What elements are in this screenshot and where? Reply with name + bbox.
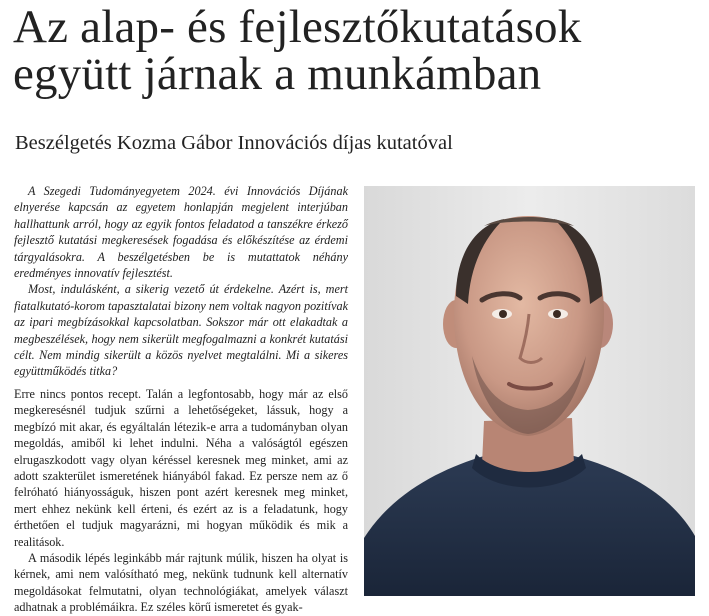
intro-paragraph: A Szegedi Tudományegyetem 2024. évi Innovációs Díjának elnyerése kapcsán az egyetem honlapján megjelent interjúban hallhattunk arról, hogy az egyik fontos feladatod a tanszékre érkező fejlesztő kutatási megkeresések fogadása és előkészítése az érdemi tárgyalásokra. A beszélgetésben be is mutattatok néhány eredményes innovatív fejlesztést. bbox=[14, 184, 348, 281]
body-paragraph: Erre nincs pontos recept. Talán a legfontosabb, hogy már az első megkeresésnél tudjuk szűrni a lehetőségeket, lássuk, hogy a megbízó mit akar, és egyáltalán létezik-e arra a tudományban olyan megoldás, amiből ki lehet indulni. Néha a valóságtól egészen elrugaszkodott vagy olyan kéréssel keresnek meg minket, ami az adott szakterület ismeretének hiányából fakad. Ez persze nem az ő felróható hiányosságuk, hiszen pont azért keresnek meg minket, mert ehhez nekünk kell érteni, és ezért az is a feladatunk, hogy érthetően el tudjuk magyarázni, mi hogyan működik és mik a realitások. bbox=[14, 386, 348, 549]
title-line-2: együtt járnak a munkámban bbox=[13, 48, 542, 100]
intro-paragraph: Most, indulásként, a sikerig vezető út érdekelne. Azért is, mert fiatalkutató-korom tapasztalatai bizony nem voltak nagyon pozitívak az ipari megbízásokkal kapcsolatban. Sokszor már ott elakadtak a megbeszélések, hogy nem sikerült megfogalmazni a konkrét kutatási célt. Nem mindig sikerült a közös nyelvet megtalálni. Mi a sikeres együttműködés titka? bbox=[14, 282, 348, 379]
interview-answer bbox=[14, 386, 348, 616]
interview-question bbox=[14, 183, 348, 380]
portrait-illustration bbox=[364, 186, 695, 596]
article-subtitle: Beszélgetés Kozma Gábor Innovációs díjas kutatóval bbox=[15, 132, 453, 154]
portrait-photo bbox=[364, 186, 695, 596]
title-line-1: Az alap- és fejlesztőkutatások bbox=[13, 1, 582, 53]
text-column bbox=[14, 183, 348, 616]
body-paragraph: A második lépés leginkább már rajtunk múlik, hiszen ha olyat is kérnek, ami nem valósítható meg, nekünk tudnunk kell alternatív megoldásokat felmutatni, olyan technológiákat, amelyek választ adhatnak a problémáikra. Ez széles körű ismeretet és gyak- bbox=[14, 550, 348, 615]
article-title bbox=[13, 1, 703, 100]
